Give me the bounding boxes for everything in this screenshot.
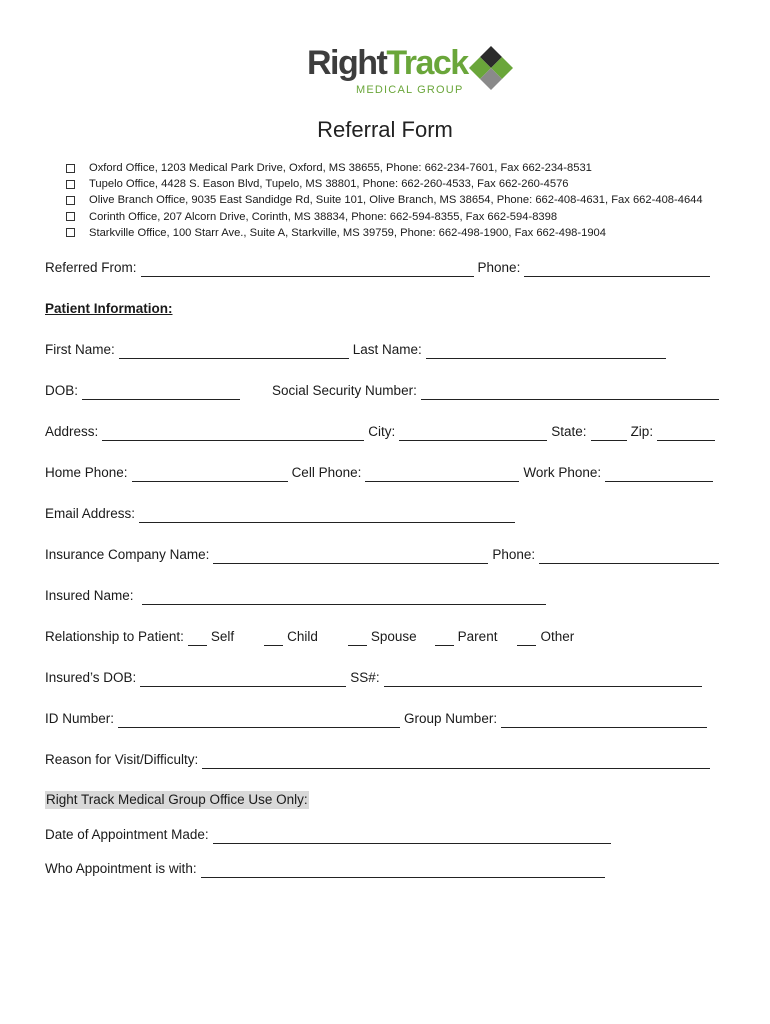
office-option-oxford[interactable]: [66, 160, 703, 176]
id-group-row: [45, 710, 711, 728]
group-number-label: Group Number:: [404, 711, 498, 726]
address-field[interactable]: [102, 426, 364, 441]
first-name-field[interactable]: [119, 344, 349, 359]
office-use-row: [45, 791, 309, 809]
appointment-with-label: Who Appointment is with:: [45, 861, 197, 876]
insured-dob-field[interactable]: [140, 672, 346, 687]
office-label: Oxford Office, 1203 Medical Park Drive, Oxford, MS 38655, Phone: 662-234-7601, Fax 662-234-8531: [89, 162, 592, 174]
checkbox[interactable]: [66, 212, 75, 221]
office-option-olive-branch[interactable]: [66, 192, 703, 208]
logo-word-track: Track: [386, 44, 468, 82]
form-title: Referral Form: [317, 117, 453, 142]
checkbox[interactable]: [66, 164, 75, 173]
ssn-label: Social Security Number:: [272, 383, 417, 398]
cell-phone-field[interactable]: [365, 467, 519, 482]
office-option-starkville[interactable]: [66, 225, 703, 241]
company-logo: [307, 46, 512, 104]
insurance-phone-field[interactable]: [539, 549, 719, 564]
appointment-date-label: Date of Appointment Made:: [45, 827, 209, 842]
email-row: [45, 505, 519, 523]
home-phone-label: Home Phone:: [45, 465, 128, 480]
state-label: State:: [551, 424, 587, 439]
state-field[interactable]: [591, 426, 627, 441]
checkbox[interactable]: [66, 228, 75, 237]
zip-label: Zip:: [630, 424, 654, 439]
checkbox[interactable]: [66, 180, 75, 189]
logo-diamond-icon: [469, 46, 513, 98]
last-name-label: Last Name:: [352, 342, 422, 357]
appointment-with-field[interactable]: [201, 863, 605, 878]
address-row: [45, 423, 719, 441]
office-list: [66, 160, 703, 241]
referred-from-field[interactable]: [141, 262, 474, 277]
relationship-child-label: Child: [287, 629, 318, 644]
insured-dob-row: [45, 669, 706, 687]
office-option-tupelo[interactable]: [66, 176, 703, 192]
referred-from-label: Referred From:: [45, 260, 137, 275]
office-use-heading: Right Track Medical Group Office Use Only:: [46, 792, 308, 807]
ss-number-label: SS#:: [350, 670, 380, 685]
cell-phone-label: Cell Phone:: [291, 465, 362, 480]
appointment-date-row: [45, 826, 615, 844]
email-field[interactable]: [139, 508, 515, 523]
checkbox[interactable]: [66, 196, 75, 205]
insurance-company-label: Insurance Company Name:: [45, 547, 210, 562]
office-label: Tupelo Office, 4428 S. Eason Blvd, Tupelo, MS 38801, Phone: 662-260-4533, Fax 662-260-4576: [89, 178, 569, 191]
logo-subtitle: MEDICAL GROUP: [356, 84, 464, 96]
work-phone-label: Work Phone:: [523, 465, 602, 480]
email-label: Email Address:: [45, 506, 136, 521]
id-number-field[interactable]: [118, 713, 400, 728]
logo-word-right: Right: [307, 44, 387, 82]
insured-name-field[interactable]: [142, 590, 546, 605]
home-phone-field[interactable]: [132, 467, 288, 482]
relationship-self-label: Self: [210, 629, 235, 644]
id-number-label: ID Number:: [45, 711, 115, 726]
appointment-with-row: [45, 860, 609, 878]
dob-label: DOB:: [45, 383, 79, 398]
zip-field[interactable]: [657, 426, 715, 441]
referrer-phone-field[interactable]: [524, 262, 710, 277]
logo-wordmark: [307, 46, 468, 80]
insurance-phone-label: Phone:: [492, 547, 536, 562]
relationship-other-label: Other: [540, 629, 575, 644]
ssn-field[interactable]: [421, 385, 719, 400]
relationship-child-field[interactable]: [264, 631, 283, 646]
relationship-parent-label: Parent: [457, 629, 498, 644]
city-label: City:: [368, 424, 396, 439]
office-option-corinth[interactable]: [66, 209, 703, 225]
insurance-row: [45, 546, 723, 564]
group-number-field[interactable]: [501, 713, 707, 728]
office-label: Olive Branch Office, 9035 East Sandidge Rd, Suite 101, Olive Branch, MS 38654, Phone: 662-408-4631, Fax 662-408-4644: [89, 194, 703, 207]
insured-dob-label: Insured’s DOB:: [45, 670, 137, 685]
reason-field[interactable]: [202, 754, 710, 769]
first-name-label: First Name:: [45, 342, 115, 357]
patient-information-heading: Patient Information:: [45, 301, 173, 316]
relationship-other-field[interactable]: [517, 631, 536, 646]
work-phone-field[interactable]: [605, 467, 713, 482]
office-label: Starkville Office, 100 Starr Ave., Suite A, Starkville, MS 39759, Phone: 662-498-1900, Fax 662-498-1904: [89, 226, 606, 239]
relationship-self-field[interactable]: [188, 631, 207, 646]
insured-name-label: Insured Name:: [45, 588, 134, 603]
appointment-date-field[interactable]: [213, 829, 611, 844]
relationship-spouse-field[interactable]: [348, 631, 367, 646]
dob-ssn-row: [45, 382, 723, 400]
relationship-label: Relationship to Patient:: [45, 629, 184, 644]
insurance-company-field[interactable]: [213, 549, 488, 564]
office-label: Corinth Office, 207 Alcorn Drive, Corinth, MS 38834, Phone: 662-594-8355, Fax 662-594-8398: [89, 210, 558, 223]
reason-label: Reason for Visit/Difficulty:: [45, 752, 199, 767]
phones-row: [45, 464, 717, 482]
relationship-row: [45, 628, 574, 646]
relationship-spouse-label: Spouse: [370, 629, 417, 644]
referrer-phone-label: Phone:: [477, 260, 521, 275]
insured-name-row: [45, 587, 550, 605]
reason-row: [45, 751, 714, 769]
referred-from-row: [45, 259, 714, 277]
address-label: Address:: [45, 424, 99, 439]
ss-number-field[interactable]: [384, 672, 702, 687]
city-field[interactable]: [399, 426, 547, 441]
last-name-field[interactable]: [426, 344, 666, 359]
name-row: [45, 341, 670, 359]
relationship-parent-field[interactable]: [435, 631, 454, 646]
dob-field[interactable]: [82, 385, 240, 400]
